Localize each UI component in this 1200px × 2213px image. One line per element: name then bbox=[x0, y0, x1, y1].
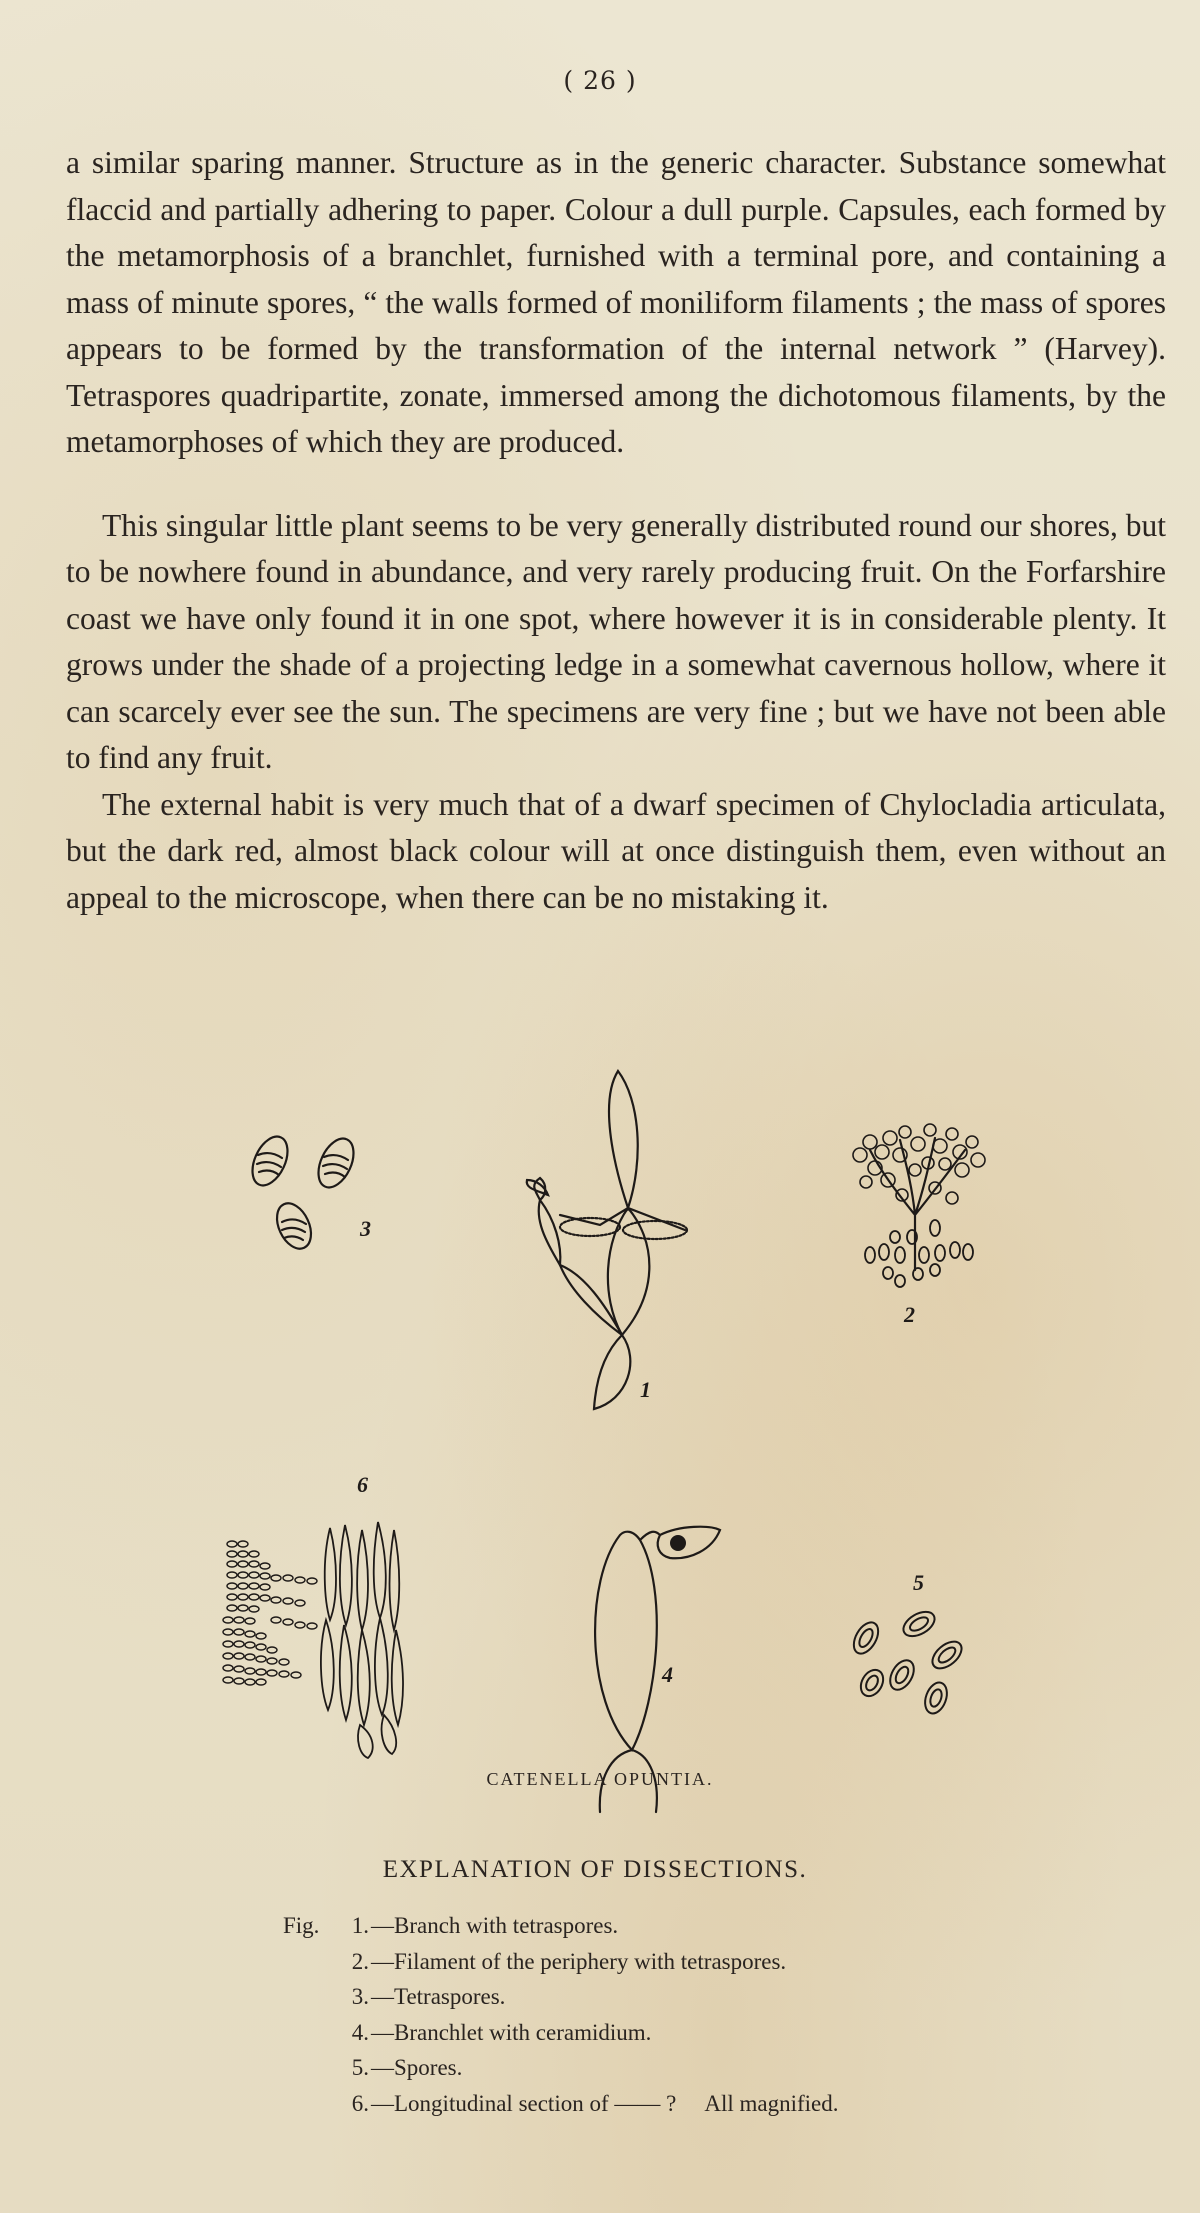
fig-description: —Spores. bbox=[371, 2055, 463, 2080]
explanation-title: EXPLANATION OF DISSECTIONS. bbox=[382, 1856, 808, 1883]
fig-4-label: 4 bbox=[662, 1662, 673, 1687]
paragraph-1: a similar sparing manner. Structure as in the generic character. Substance somewhat flaccid and partially adhering to paper. Colour a dull purple. Capsules, each formed by the metamorphosis of a branchlet, furnished with a terminal pore, and containing a mass of minute spores, “ the walls formed of moniliform filaments ; the mass of spores appears to be formed by the transformation of the internal network ” (Harvey). Tetraspores quadripartite, zonate, immersed among the dichotomous filaments, by the metamorphoses of which they are produced. bbox=[66, 145, 1166, 459]
fig-1-branch-drawing bbox=[527, 1071, 687, 1409]
fig-description: —Longitudinal section of —— ? bbox=[371, 2090, 677, 2116]
fig-description: —Filament of the periphery with tetraspores. bbox=[371, 1948, 787, 1974]
fig-6-section-drawing bbox=[223, 1522, 403, 1758]
fig-number: 6. bbox=[351, 2090, 369, 2116]
fig-prefix: Fig. bbox=[283, 1913, 320, 1938]
fig-description: —Branch with tetraspores. bbox=[371, 1913, 619, 1938]
fig-description: —Branchlet with ceramidium. bbox=[371, 2019, 652, 2045]
fig-5-spores-drawing bbox=[849, 1607, 967, 1717]
plate-caption: CATENELLA OPUNTIA. bbox=[486, 1769, 714, 1789]
paragraph-3: The external habit is very much that of a dwarf specimen of Chylocladia articulata, but the dark red, almost black colour will at once distinguish them, even without an appeal to the microscope, when there can be no mistaking it. bbox=[66, 786, 1166, 915]
fig-number: 3. bbox=[351, 1984, 369, 2009]
paragraph-2: This singular little plant seems to be very generally distributed round our shores, but to be nowhere found in abundance, and very rarely producing fruit. On the Forfarshire coast we have only found it in one spot, where however it is in considerable plenty. It grows under the shade of a projecting ledge in a somewhat cavernous hollow, where it can scarcely ever see the sun. The specimens are very fine ; but we have not been able to find any fruit. bbox=[66, 507, 1166, 775]
fig-item-3 bbox=[283, 1979, 1083, 2015]
fig-2-label: 2 bbox=[904, 1302, 915, 1327]
fig-item-6 bbox=[283, 2086, 1083, 2122]
fig-item-4 bbox=[283, 2015, 1083, 2051]
fig-number: 1. bbox=[351, 1913, 369, 1938]
page-number: ( 26 ) bbox=[563, 66, 637, 95]
magnification-note: All magnified. bbox=[704, 2090, 839, 2116]
plate-drawings bbox=[0, 1060, 1200, 1820]
fig-3-tetraspores-drawing bbox=[245, 1131, 360, 1254]
fig-number: 4. bbox=[351, 2019, 369, 2045]
fig-2-filament-drawing bbox=[853, 1124, 985, 1287]
fig-item-5 bbox=[283, 2050, 1083, 2086]
botanical-plate bbox=[0, 1060, 1200, 1820]
fig-3-label: 3 bbox=[360, 1216, 371, 1241]
fig-1-label: 1 bbox=[640, 1377, 651, 1402]
explanation-list bbox=[283, 1908, 1083, 2121]
fig-number: 2. bbox=[351, 1948, 369, 1974]
fig-description: —Tetraspores. bbox=[371, 1984, 506, 2009]
fig-item-2 bbox=[283, 1944, 1083, 1980]
fig-6-label: 6 bbox=[357, 1472, 368, 1497]
fig-5-label: 5 bbox=[913, 1570, 924, 1595]
fig-number: 5. bbox=[351, 2055, 369, 2080]
fig-item-1 bbox=[283, 1908, 1083, 1944]
body-text bbox=[66, 140, 1166, 921]
